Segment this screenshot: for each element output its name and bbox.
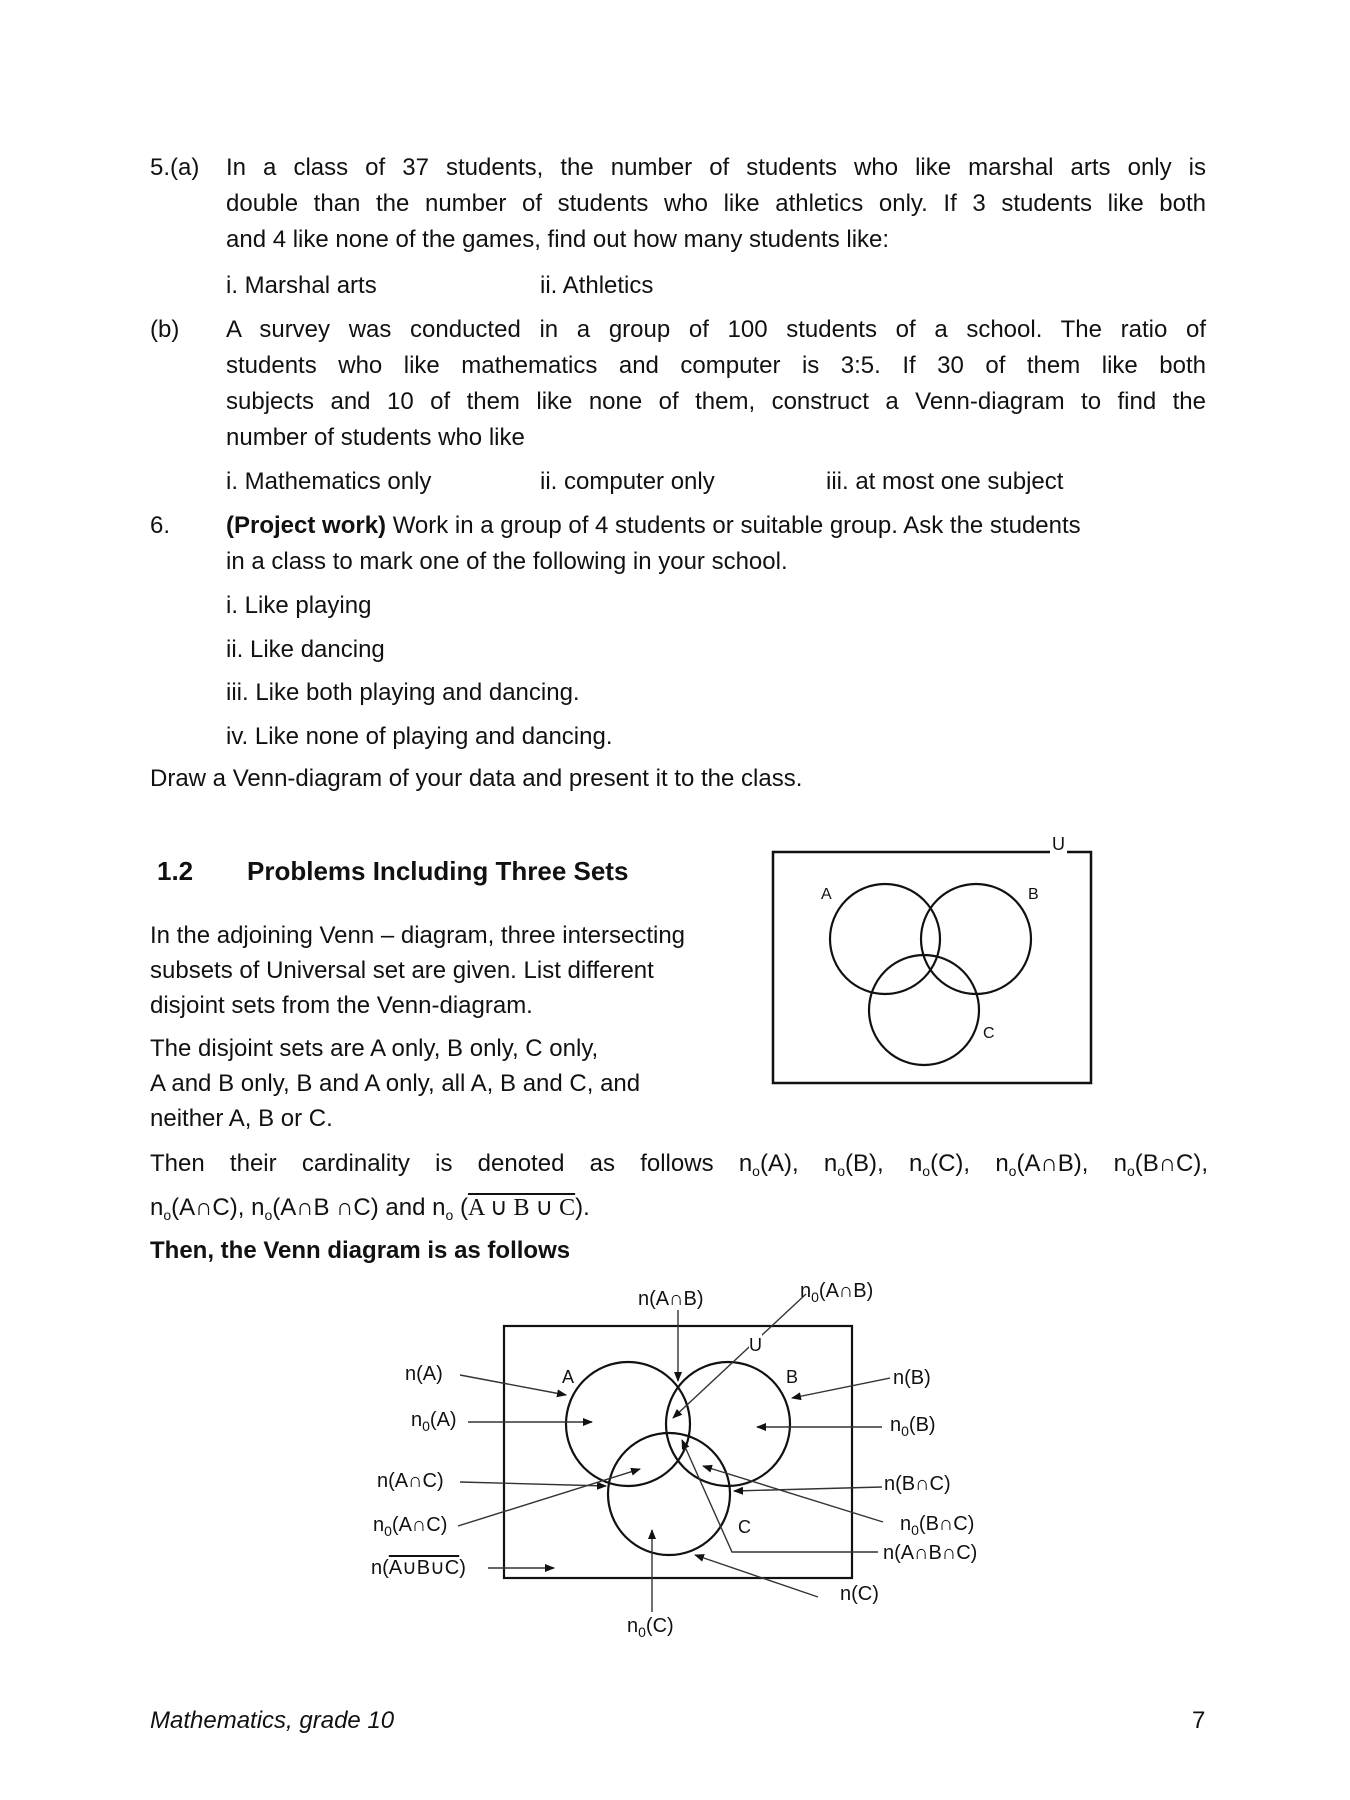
q5b-line-1: A survey was conducted in a group of 100 students of a school. The ratio of (226, 316, 1206, 343)
cardinality-nb: $n_o(B)$, (823, 1150, 884, 1179)
q6-line-1 (226, 508, 1206, 544)
q6-line-2: in a class to mark one of the following in your school. (226, 548, 788, 575)
q6-item-4: iv. Like none of playing and dancing. (226, 723, 613, 750)
q6-line-1-rest: Work in a group of 4 students or suitable group. Ask the students (386, 512, 1081, 539)
q5b-line-4: number of students who like (226, 424, 525, 451)
small-venn-circle-c (869, 955, 979, 1065)
q6-closing: Draw a Venn-diagram of your data and present it to the class. (150, 765, 803, 792)
intro-line-2: subsets of Universal set are given. List different (150, 957, 654, 984)
small-venn-a-label: A (821, 886, 832, 903)
cardinality-nbc: $n_o(B\cap C)$, (1113, 1150, 1209, 1179)
q5a-line-2: double than the number of students who like athletics only. If 3 students like both (226, 190, 1206, 217)
q5b-option-1: i. Mathematics only (226, 468, 432, 495)
label-n0-c: $n_0(C)$ (627, 1615, 674, 1640)
question-number-5b: (b) (150, 316, 180, 343)
label-n-a-intersect-c: n(A∩C) (377, 1470, 444, 1492)
small-venn-b-label: B (1028, 886, 1039, 903)
big-venn-u-label: U (749, 1335, 762, 1355)
small-venn-c-label: C (983, 1025, 995, 1042)
disjoint-line-1: The disjoint sets are A only, B only, C only, (150, 1035, 599, 1062)
small-venn-circle-b (921, 884, 1031, 994)
cardinality-nc: $n_o(C)$, (908, 1150, 971, 1179)
intro-line-1: In the adjoining Venn – diagram, three intersecting (150, 922, 686, 949)
label-n-complement-union: n(A∪B∪C) (371, 1557, 466, 1579)
footer-page-number: 7 (1192, 1707, 1206, 1734)
small-venn-u-label: U (1052, 834, 1065, 854)
label-n-b-intersect-c: n(B∩C) (884, 1473, 951, 1495)
q6-bold-lead: (Project work) (226, 512, 387, 539)
q5b-line-3: subjects and 10 of them like none of them, construct a Venn-diagram to find the (226, 388, 1206, 415)
big-venn-arrows (458, 1294, 890, 1612)
footer-book-title: Mathematics, grade 10 (150, 1707, 395, 1734)
q6-item-3: iii. Like both playing and dancing. (226, 679, 580, 706)
label-n-b: n(B) (893, 1367, 931, 1389)
label-n-a-intersect-b: n(A∩B) (638, 1288, 704, 1310)
q5a-line-1: In a class of 37 students, the number of students who like marshal arts only is (226, 154, 1206, 181)
label-n-a: n(A) (405, 1363, 443, 1385)
disjoint-line-2: A and B only, B and A only, all A, B and C, and (150, 1070, 641, 1097)
q6-item-2: ii. Like dancing (226, 636, 385, 663)
q5b-line-2: students who like mathematics and computer is 3:5. If 30 of them like both (226, 352, 1206, 379)
q5a-option-2: ii. Athletics (540, 272, 654, 299)
q5b-option-3: iii. at most one subject (826, 468, 1064, 495)
cardinality-line-1 (150, 1146, 1208, 1189)
big-venn-circle-b (666, 1362, 790, 1486)
cardinality-nac: (A∩C), (171, 1194, 252, 1221)
big-venn-universal-box (504, 1326, 852, 1578)
cardinality-nabc: (A∩B ∩C) and (272, 1194, 433, 1221)
label-n0-a-intersect-b: $n_0(A\cap B)$ (800, 1280, 874, 1305)
section-title: Problems Including Three Sets (247, 856, 629, 886)
label-n-a-intersect-b-intersect-c: n(A∩B∩C) (883, 1542, 978, 1564)
section-number: 1.2 (157, 856, 194, 886)
big-venn-c-label: C (738, 1517, 751, 1537)
big-venn-circle-c (608, 1433, 730, 1555)
q5b-option-2: ii. computer only (540, 468, 715, 495)
cardinality-complement-union: A ∪ B ∪ C (467, 1195, 576, 1221)
cardinality-nab: $n_o(A\cap B)$, (995, 1150, 1089, 1179)
q5a-line-3: and 4 like none of the games, find out how many students like: (226, 226, 890, 253)
intro-line-3: disjoint sets from the Venn-diagram. (150, 992, 533, 1019)
venn-follows-heading: Then, the Venn diagram is as follows (150, 1237, 571, 1264)
cardinality-intro: Then their cardinality is denoted as follows (150, 1150, 714, 1177)
cardinality-line-2: $n_o(A\cap C)$, $n_o(A\cap B$ ∩C) and $n_o$ (A ∪ B ∪ C). (150, 1194, 590, 1223)
label-n0-a: $n_0(A)$ (411, 1409, 457, 1434)
label-n0-b-intersect-c: $n_0(B\cap C)$ (900, 1513, 975, 1538)
label-n0-b: $n_0(B)$ (890, 1414, 936, 1439)
question-number-5a: 5.(a) (150, 154, 200, 181)
label-n0-a-intersect-c: $n_0(A\cap C)$ (373, 1514, 448, 1539)
big-venn-circle-a (566, 1362, 690, 1486)
big-venn-b-label: B (786, 1367, 799, 1387)
question-number-6: 6. (150, 512, 171, 539)
cardinality-na: $n_o(A)$, (738, 1150, 799, 1179)
q5a-option-1: i. Marshal arts (226, 272, 377, 299)
label-n-c: n(C) (840, 1583, 879, 1605)
big-venn-a-label: A (562, 1367, 575, 1387)
q6-item-1: i. Like playing (226, 592, 372, 619)
small-venn-circle-a (830, 884, 940, 994)
disjoint-line-3: neither A, B or C. (150, 1105, 333, 1132)
